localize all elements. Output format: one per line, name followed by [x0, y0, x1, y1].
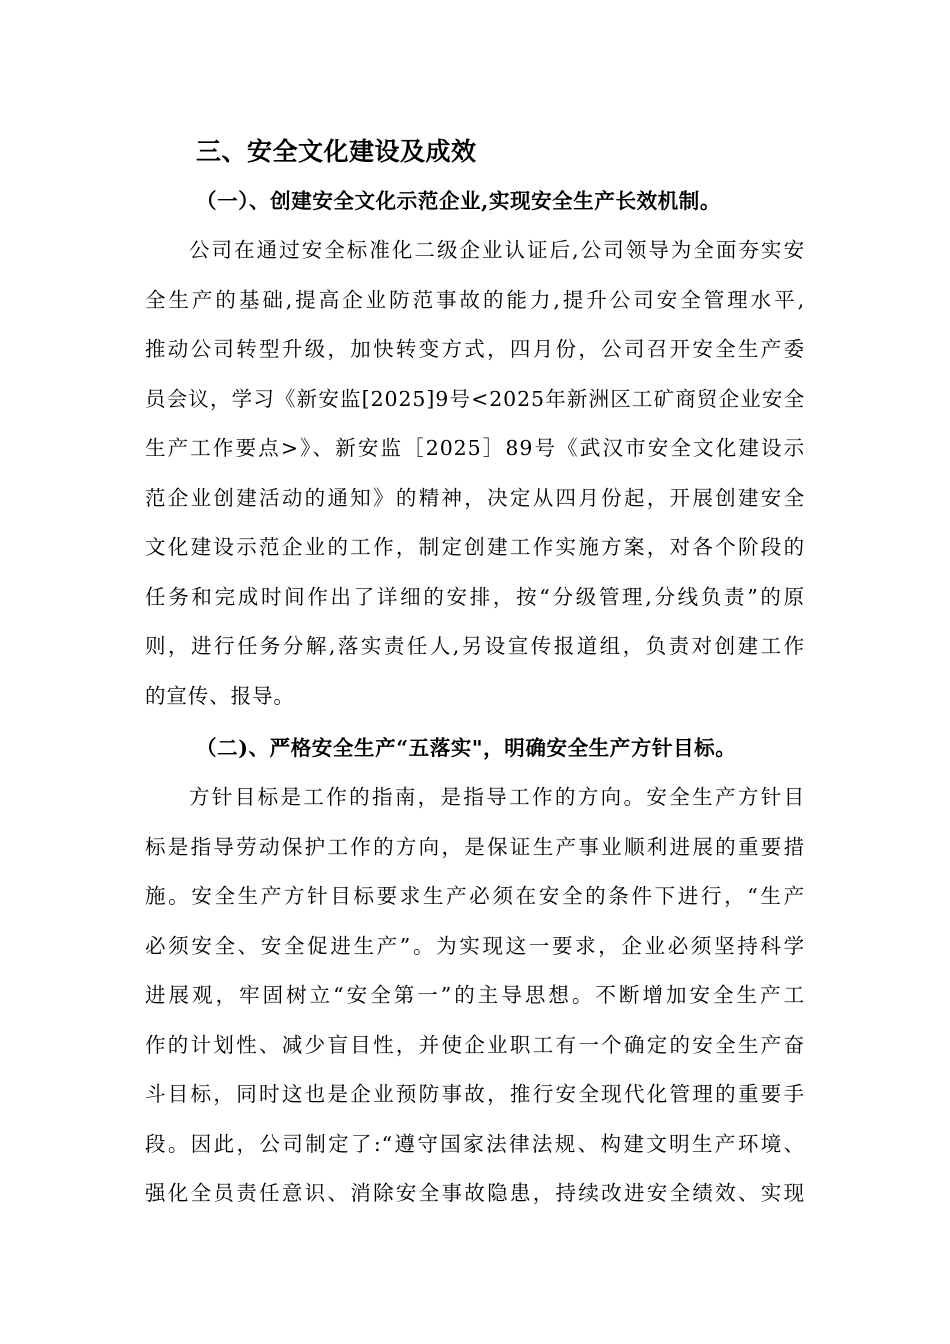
paragraph-line: 员会议，学习《新安监[2025]9号<2025年新洲区工矿商贸企业安全 — [145, 386, 805, 411]
paragraph-line: 推动公司转型升级，加快转变方式，四月份，公司召开安全生产委 — [145, 337, 805, 361]
paragraph-line: 范企业创建活动的通知》的精神，决定从四月份起，开展创建安全 — [145, 485, 805, 510]
paragraph-line: 生产工作要点>》、新安监［2025］89号《武汉市安全文化建设示 — [145, 436, 805, 460]
paragraph-line: 段。因此，公司制定了:“遵守国家法律法规、构建文明生产环境、 — [145, 1131, 805, 1156]
paragraph-2 — [145, 773, 805, 1219]
paragraph-line: 的宣传、报导。 — [145, 683, 295, 708]
paragraph-line: 进展观，牢固树立“安全第一”的主导思想。不断增加安全生产工 — [145, 983, 805, 1007]
paragraph-line: 则，进行任务分解,落实责任人,另设宣传报道组，负责对创建工作 — [145, 634, 805, 658]
paragraph-line: 斗目标，同时这也是企业预防事故，推行安全现代化管理的重要手 — [145, 1082, 805, 1106]
paragraph-line: 作的计划性、减少盲目性，并使企业职工有一个确定的安全生产奋 — [145, 1032, 805, 1057]
paragraph-line: 施。安全生产方针目标要求生产必须在安全的条件下进行，“生产 — [145, 884, 805, 908]
paragraph-line: 全生产的基础,提高企业防范事故的能力,提升公司安全管理水平, — [145, 287, 805, 312]
subsection-title-1: （一）、创建安全文化示范企业,实现安全生产长效机制。 — [196, 189, 721, 213]
paragraph-line: 方针目标是工作的指南，是指导工作的方向。安全生产方针目 — [189, 785, 805, 809]
paragraph-line: 公司在通过安全标准化二级企业认证后,公司领导为全面夯实安 — [189, 238, 805, 262]
section-heading: 三、安全文化建设及成效 — [196, 137, 477, 166]
paragraph-line: 必须安全、安全促进生产”。为实现这一要求，企业必须坚持科学 — [145, 933, 805, 958]
paragraph-line: 任务和完成时间作出了详细的安排，按“分级管理,分线负责”的原 — [145, 584, 805, 609]
paragraph-line: 文化建设示范企业的工作，制定创建工作实施方案，对各个阶段的 — [145, 535, 805, 559]
paragraph-line: 强化全员责任意识、消除安全事故隐患，持续改进安全绩效、实现 — [145, 1181, 805, 1205]
subsection-title-2: （二)、严格安全生产“五落实"，明确安全生产方针目标。 — [196, 736, 737, 760]
paragraph-1 — [145, 226, 805, 721]
paragraph-line: 标是指导劳动保护工作的方向，是保证生产事业顺利进展的重要措 — [145, 834, 805, 859]
